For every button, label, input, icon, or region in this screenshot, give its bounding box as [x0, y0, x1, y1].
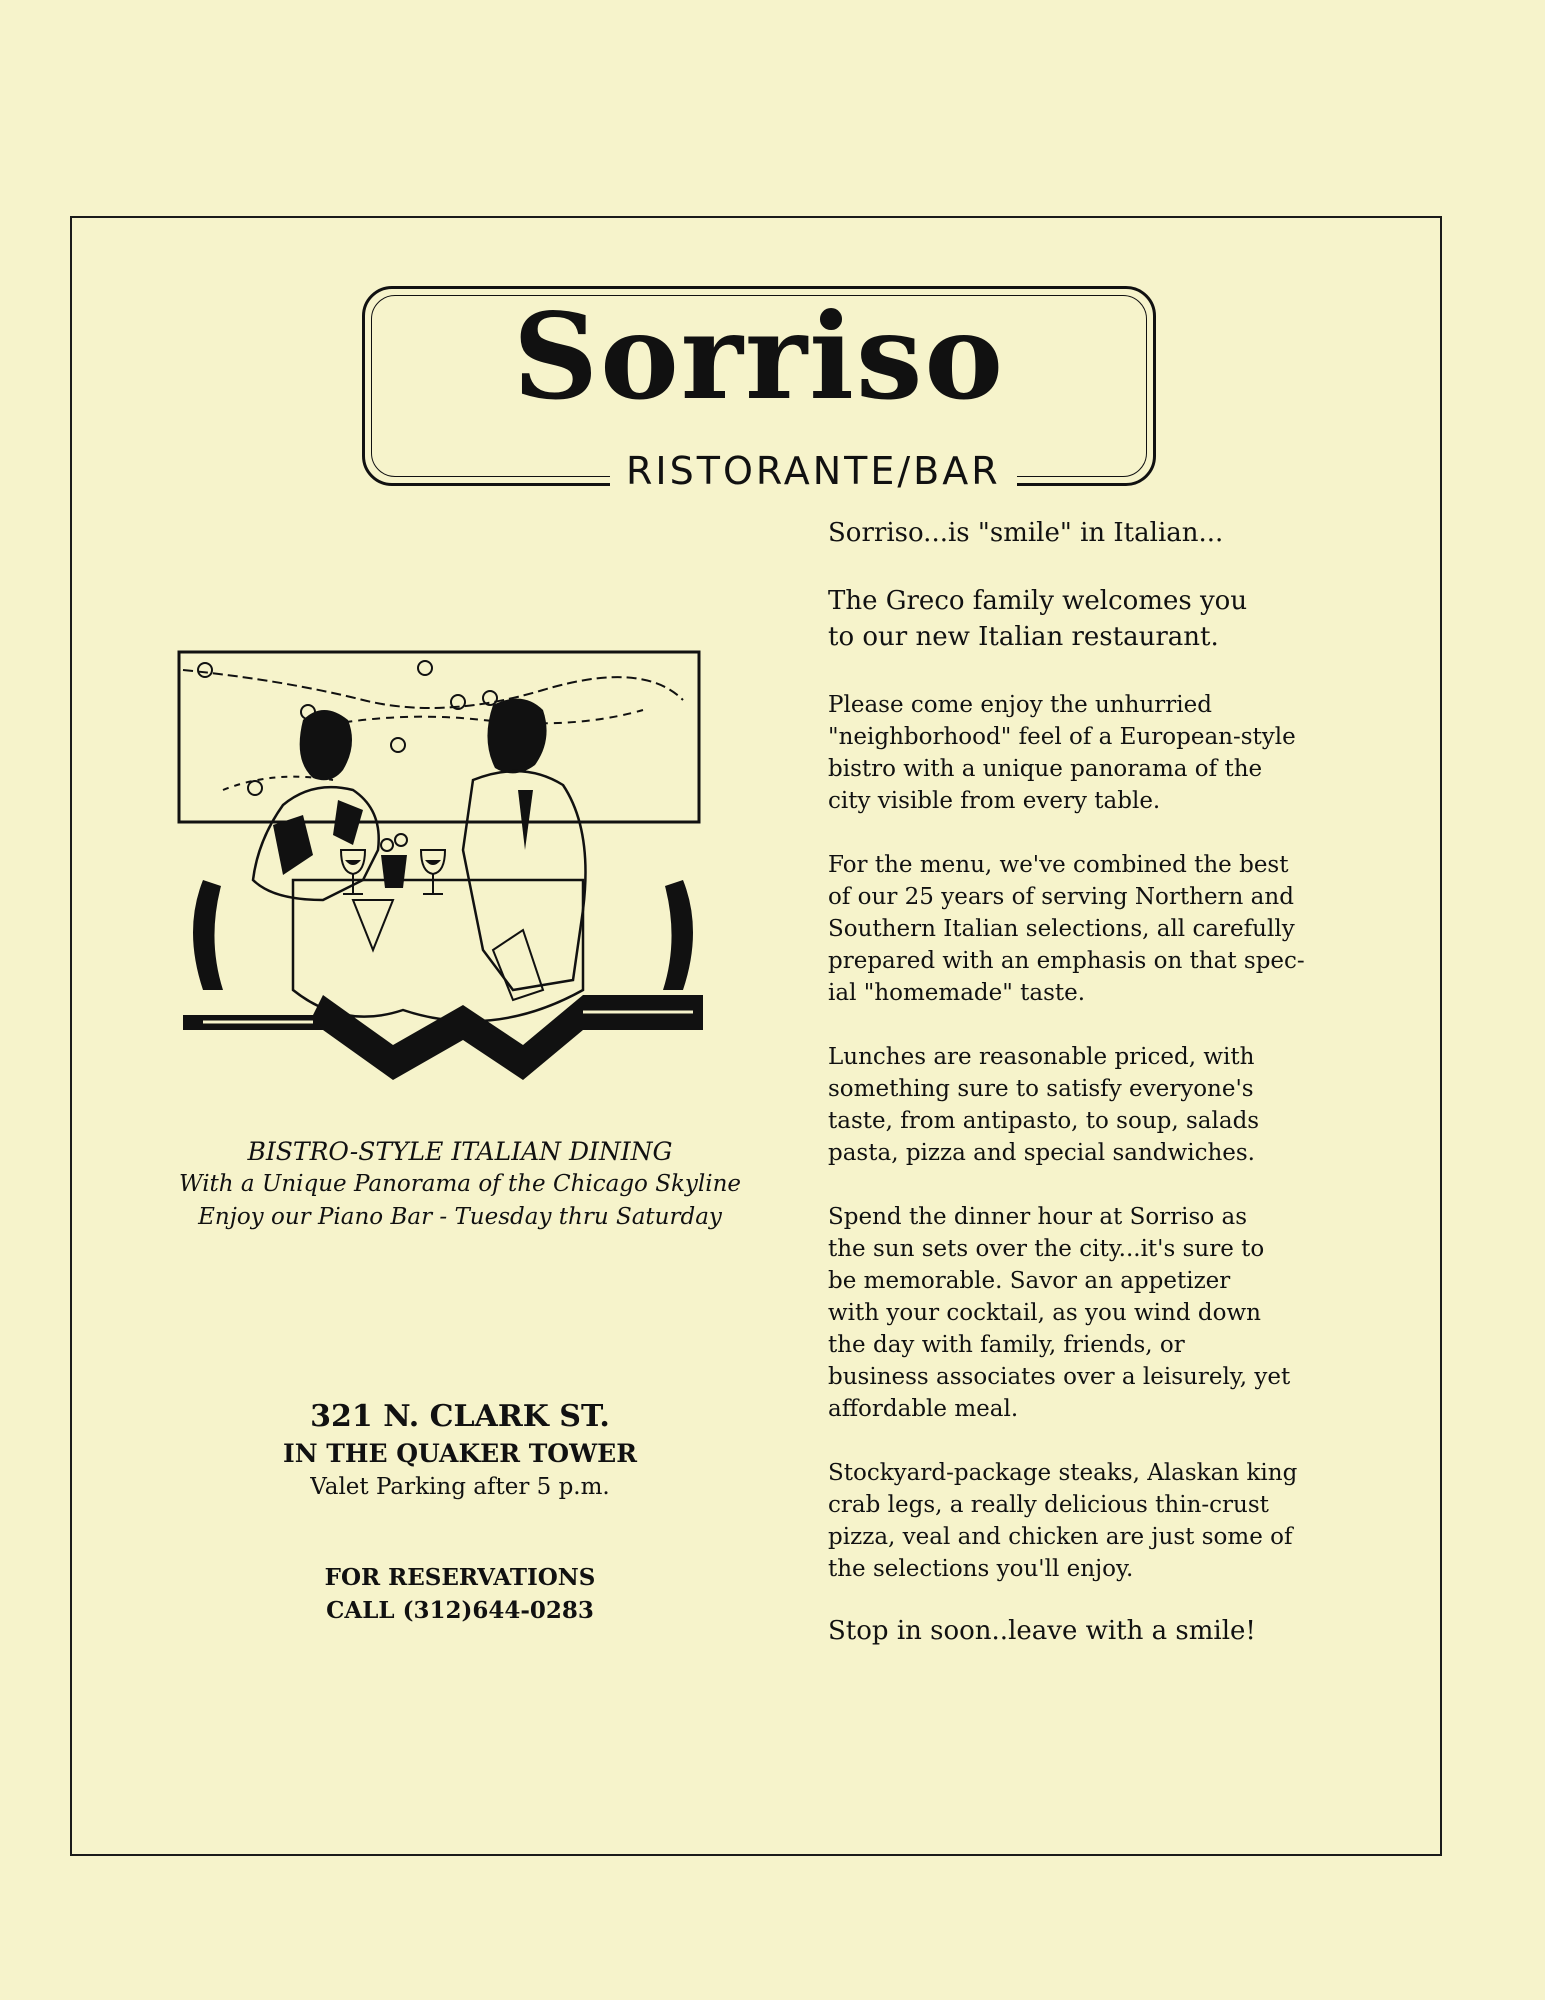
paragraph-menu: For the menu, we've combined the best of our 25 years of serving Northern and Southern Italian selections, all carefully prepared with an emphasis on that spec- ial "homemade" taste.	[828, 852, 1305, 1006]
couple-dining-illustration	[163, 650, 723, 1110]
paragraph-atmosphere: Please come enjoy the unhurried "neighborhood" feel of a European-style bistro with a unique panorama of the city visible from every table.	[828, 692, 1296, 814]
paragraph-selections: Stockyard-package steaks, Alaskan king crab legs, a really delicious thin-crust pizza, veal and chicken are just some of the selections you'll enjoy.	[828, 1460, 1298, 1582]
reservations-phone: CALL (312)644-0283	[326, 1597, 594, 1624]
tagline-piano-bar: Enjoy our Piano Bar - Tuesday thru Saturday	[198, 1204, 722, 1230]
logo-subtitle: RISTORANTE/BAR	[610, 452, 1017, 490]
tagline-panorama: With a Unique Panorama of the Chicago Skyline	[178, 1171, 742, 1197]
tagline	[120, 1135, 800, 1234]
address-block	[160, 1397, 760, 1503]
parking-info: Valet Parking after 5 p.m.	[310, 1474, 610, 1500]
intro-line: Sorriso...is "smile" in Italian...	[828, 518, 1224, 548]
description-column	[828, 515, 1388, 1649]
tagline-title: BISTRO-STYLE ITALIAN DINING	[247, 1137, 673, 1166]
welcome-paragraph: The Greco family welcomes you to our new Italian restaurant.	[828, 586, 1248, 652]
reservations-heading: FOR RESERVATIONS	[324, 1564, 596, 1591]
logo-name: Sorriso	[512, 287, 1006, 426]
street-address: 321 N. CLARK ST.	[310, 1399, 610, 1434]
building-name: IN THE QUAKER TOWER	[283, 1439, 637, 1468]
reservations-block	[160, 1561, 760, 1627]
paragraph-dinner: Spend the dinner hour at Sorriso as the sun sets over the city...it's sure to be memorable. Savor an appetizer with your cocktail, as you wind down the day with family, friends, or business associates over a leisurely, yet affordable meal.	[828, 1204, 1291, 1422]
paragraph-lunch: Lunches are reasonable priced, with something sure to satisfy everyone's taste, from antipasto, to soup, salads pasta, pizza and special sandwiches.	[828, 1044, 1260, 1166]
closing-line: Stop in soon..leave with a smile!	[828, 1616, 1256, 1646]
